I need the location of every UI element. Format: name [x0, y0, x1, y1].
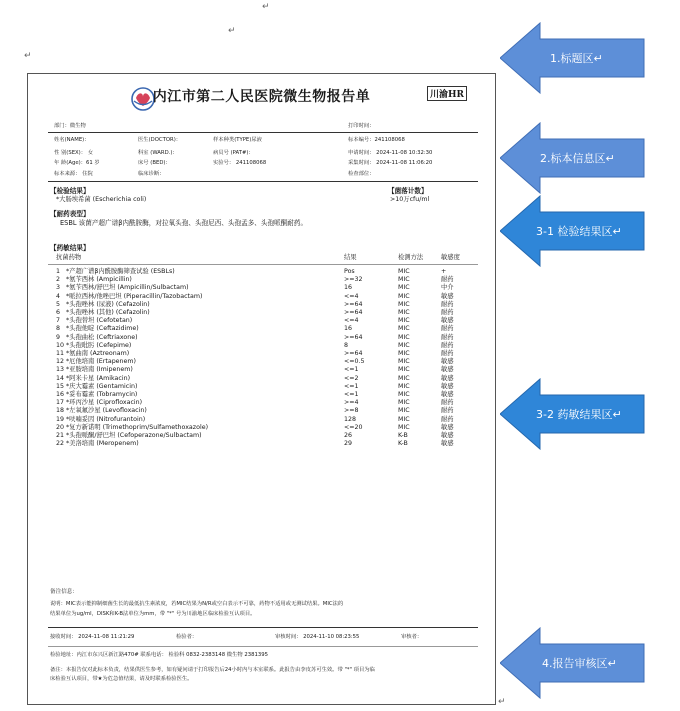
ast-col-method: 检测方法	[398, 254, 424, 261]
ast-sensitivity: 耐药	[441, 415, 454, 423]
ast-method: MIC	[398, 333, 410, 341]
ast-method: MIC	[398, 268, 410, 275]
info-apply-time: 申请时间： 2024-11-08 10:32:30	[348, 150, 433, 156]
ast-index: 6	[56, 309, 61, 316]
callout-label: 2.标本信息区↵	[540, 152, 615, 165]
info-specimen-type: 样本种类(TYPE)尿液	[213, 137, 262, 143]
info-doctor: 医生(DOCTOR)：	[138, 137, 182, 143]
phenotype-text: ESBL 该菌产超广谱β内酰胺酶，对拉氧头孢、头孢尼西、头孢孟多、头孢哌酮耐药。	[60, 219, 308, 227]
ast-sensitivity: 敏感	[441, 382, 454, 390]
receive-time: 接收时间： 2024-11-08 11:21:29	[50, 634, 135, 640]
paragraph-mark: ↵	[228, 26, 236, 36]
ast-sensitivity: 耐药	[441, 341, 454, 349]
ast-index: 3	[56, 284, 61, 292]
ast-result: <=4	[344, 317, 359, 325]
ast-sensitivity: 敏感	[441, 432, 454, 439]
ast-index: 5	[56, 300, 61, 308]
ast-index: 2	[56, 276, 61, 284]
ast-drug: *头孢唑林 (尿液) (Cefazolin)	[66, 300, 150, 308]
lab-address: 检验地址：内江市东兴区新江路470# 联系电话： 检验科 0832-2383148 微生物 2381395	[50, 652, 268, 658]
ast-drug: *氨曲南 (Aztreonam)	[66, 350, 130, 357]
divider	[48, 627, 478, 628]
table-row	[48, 334, 478, 342]
info-specimen-no: 标本编号：241108068	[348, 137, 405, 143]
info-ward: 科室 (WARD.)：	[138, 150, 178, 156]
ast-method: MIC	[398, 325, 410, 333]
ast-drug: *呋喃妥因 (Nitrofurantoin)	[66, 415, 146, 423]
ast-index: 14	[56, 374, 65, 382]
ast-col-drug: 抗菌药物	[56, 254, 82, 261]
ast-result: 128	[344, 415, 357, 423]
ast-drug: *阿米卡星 (Amikacin)	[66, 374, 131, 382]
ast-drug: *头孢吡肟 (Cefepime)	[66, 341, 132, 349]
ast-method: MIC	[398, 341, 410, 349]
ast-result: >=32	[344, 276, 363, 284]
report-title: 内江市第二人民医院微生物报告单	[152, 89, 371, 105]
ast-result: <=1	[344, 366, 359, 374]
info-lab-no: 实验号： 241108068	[213, 160, 267, 166]
info-exam-site: 检查部位：	[348, 171, 375, 177]
table-row	[48, 440, 478, 448]
tester: 检验者：	[176, 634, 198, 640]
department: 部门：微生物	[54, 123, 86, 129]
colony-count: >10万cfu/ml	[390, 196, 430, 203]
callout-result-area	[500, 195, 645, 267]
ast-index: 16	[56, 391, 65, 398]
table-row	[48, 301, 478, 309]
callout-audit-area	[500, 627, 645, 699]
ast-drug: *厄他培南 (Ertapenem)	[66, 358, 137, 366]
table-row	[48, 375, 478, 383]
ast-result: Pos	[344, 268, 355, 275]
ast-drug: *哌拉西林/他唑巴坦 (Piperacillin/Tazobactam)	[66, 292, 203, 300]
divider	[48, 181, 478, 182]
table-row	[48, 350, 478, 358]
ast-col-result: 结果	[344, 254, 357, 261]
divider	[48, 646, 478, 647]
ast-col-sensitivity: 敏感度	[441, 254, 460, 261]
ast-sensitivity: 耐药	[441, 333, 454, 341]
ast-result: >=64	[344, 333, 363, 341]
ast-result: <=20	[344, 423, 363, 431]
ast-drug: *复方新诺明 (Trimethoprim/Sulfamethoxazole)	[66, 423, 209, 431]
callout-label: 3-1 检验结果区↵	[536, 225, 622, 238]
ast-result: >=8	[344, 407, 359, 415]
ast-index: 7	[56, 317, 61, 325]
organism: *大肠埃希菌 (Escherichia coli)	[56, 196, 147, 203]
ast-drug: *美洛培南 (Meropenem)	[66, 440, 139, 448]
info-diagnosis: 临床诊断：	[138, 171, 165, 177]
remark-line-2: 结果单位为ug/ml，DISK和K-B法单位为mm，带 "*" 号为川渝地区临床检验互认项目。	[50, 611, 256, 617]
ast-sensitivity: 耐药	[441, 300, 454, 308]
ast-index: 19	[56, 415, 65, 423]
ast-drug: *氨苄西林/舒巴坦 (Ampicillin/Sulbactam)	[66, 284, 189, 292]
callout-ast-area	[500, 378, 645, 450]
ast-method: MIC	[398, 407, 410, 415]
ast-index: 15	[56, 382, 65, 390]
ast-method: MIC	[398, 358, 410, 366]
microbiology-report	[27, 73, 496, 705]
ast-index: 11	[56, 350, 65, 357]
ast-result: <=0.5	[344, 358, 365, 366]
ast-method: MIC	[398, 317, 410, 325]
ast-index: 21	[56, 432, 65, 439]
ast-index: 18	[56, 407, 65, 415]
ast-sensitivity: +	[441, 268, 447, 275]
ast-method: MIC	[398, 300, 410, 308]
ast-drug: *产超广谱β内酰胺酶筛查试验 (ESBLs)	[66, 268, 175, 275]
ast-method: MIC	[398, 309, 410, 316]
print-time: 打印时间：	[348, 123, 375, 129]
ast-drug: *头孢唑林 (其他) (Cefazolin)	[66, 309, 150, 316]
ast-method: K-B	[398, 440, 408, 448]
ast-index: 20	[56, 423, 65, 431]
ast-index: 17	[56, 399, 65, 407]
ast-result: 29	[344, 440, 353, 448]
ast-drug: *妥布霉素 (Tobramycin)	[66, 391, 138, 398]
callout-label: 3-2 药敏结果区↵	[536, 408, 622, 421]
ast-result: <=2	[344, 374, 359, 382]
ast-index: 8	[56, 325, 61, 333]
ast-index: 12	[56, 358, 65, 366]
paragraph-mark: ↵	[498, 697, 506, 707]
phenotype-heading: 【耐药表型】	[50, 210, 90, 218]
result-heading: 【检验结果】	[50, 187, 90, 195]
ast-method: MIC	[398, 292, 410, 300]
ast-index: 13	[56, 366, 65, 374]
ast-result: 16	[344, 325, 353, 333]
ast-index: 10	[56, 341, 65, 349]
ast-drug: *庆大霉素 (Gentamicin)	[66, 382, 138, 390]
ast-sensitivity: 敏感	[441, 440, 454, 448]
ast-result: <=1	[344, 391, 359, 398]
footer-note-1: 备注：本报告仅对此标本负责，结果供医生参考，如有疑问请于打印报告后24小时内与本室联系。此报告由李皮苏可生效。带 "*" 项目为临	[50, 667, 375, 673]
ast-method: MIC	[398, 415, 410, 423]
ast-method: MIC	[398, 382, 410, 390]
remark-heading: 备注信息：	[50, 589, 78, 595]
ast-method: MIC	[398, 374, 410, 382]
ast-result: >=64	[344, 350, 363, 357]
info-bed: 床号 (BED)：	[138, 160, 171, 166]
ast-sensitivity: 中介	[441, 284, 454, 292]
info-collect-time: 采集时间： 2024-11-08 11:06:20	[348, 160, 433, 166]
ast-result: >=64	[344, 309, 363, 316]
ast-index: 9	[56, 333, 61, 341]
ast-method: K-B	[398, 432, 408, 439]
table-row	[48, 284, 478, 292]
ast-result: >=4	[344, 399, 359, 407]
ast-drug: *氨苄西林 (Ampicillin)	[66, 276, 132, 284]
ast-drug: *头孢替坦 (Cefotetan)	[66, 317, 133, 325]
table-row	[48, 432, 478, 440]
info-name: 姓名(NAME)：	[54, 137, 90, 143]
callout-title-area	[500, 22, 645, 94]
ast-sensitivity: 敏感	[441, 391, 454, 398]
ast-sensitivity: 敏感	[441, 423, 454, 431]
ast-method: MIC	[398, 366, 410, 374]
ast-result: >=64	[344, 300, 363, 308]
info-source: 标本来源： 住院	[54, 171, 93, 177]
table-row	[48, 407, 478, 415]
paragraph-mark: ↵	[262, 2, 270, 12]
ast-sensitivity: 耐药	[441, 407, 454, 415]
ast-index: 4	[56, 292, 61, 300]
table-row	[48, 366, 478, 374]
auditor: 审核者：	[401, 634, 423, 640]
ast-sensitivity: 敏感	[441, 374, 454, 382]
table-row	[48, 325, 478, 333]
ast-drug: *亚胺培南 (Imipenem)	[66, 366, 133, 374]
paragraph-mark: ↵	[24, 51, 32, 61]
ast-sensitivity: 耐药	[441, 399, 454, 407]
ast-sensitivity: 敏感	[441, 366, 454, 374]
ast-method: MIC	[398, 423, 410, 431]
remark-line-1: 说明：MIC表示能抑制细菌生长的最低抗生素浓度，若MIC结果为N/R或空白表示不可靠，药物不适用或无测试结果。MIC法的	[50, 601, 344, 607]
ast-drug: *头孢他啶 (Ceftazidime)	[66, 325, 139, 333]
ast-method: MIC	[398, 399, 410, 407]
info-patient-no: 病员号 (PAT#)：	[213, 150, 254, 156]
ast-drug: *头孢哌酮/舒巴坦 (Cefoperazone/Sulbactam)	[66, 432, 202, 439]
ast-sensitivity: 敏感	[441, 292, 454, 300]
mutual-recognition-badge: 川渝HR	[427, 86, 467, 101]
ast-index: 1	[56, 268, 61, 275]
ast-method: MIC	[398, 284, 410, 292]
ast-sensitivity: 敏感	[441, 317, 454, 325]
ast-method: MIC	[398, 350, 410, 357]
table-row	[48, 424, 478, 432]
ast-sensitivity: 耐药	[441, 309, 454, 316]
ast-result: <=4	[344, 292, 359, 300]
ast-sensitivity: 敏感	[441, 358, 454, 366]
table-row	[48, 391, 478, 399]
divider	[48, 264, 478, 265]
ast-sensitivity: 耐药	[441, 350, 454, 357]
ast-result: <=1	[344, 382, 359, 390]
ast-index: 22	[56, 440, 65, 448]
info-age: 年 龄(Age)：61 岁	[54, 160, 100, 166]
ast-drug: *环丙沙星 (Ciprofloxacin)	[66, 399, 143, 407]
audit-time: 审核时间： 2024-11-10 08:23:55	[275, 634, 360, 640]
ast-method: MIC	[398, 391, 410, 398]
table-row	[48, 268, 478, 276]
ast-sensitivity: 耐药	[441, 325, 454, 333]
table-row	[48, 383, 478, 391]
callout-specimen-area	[500, 122, 645, 194]
colony-heading: 【菌落计数】	[388, 187, 428, 195]
footer-note-2: 床检验互认项目，带★为危急值结果，请及时联系检验医生。	[50, 676, 193, 682]
table-row	[48, 416, 478, 424]
ast-method: MIC	[398, 276, 410, 284]
callout-label: 1.标题区↵	[550, 52, 603, 65]
ast-result: 8	[344, 341, 349, 349]
table-row	[48, 342, 478, 350]
callout-label: 4.报告审核区↵	[542, 657, 617, 670]
divider	[48, 132, 478, 133]
ast-sensitivity: 耐药	[441, 276, 454, 284]
ast-result: 16	[344, 284, 353, 292]
table-row	[48, 309, 478, 317]
ast-result: 26	[344, 432, 353, 439]
info-sex: 性 别(SEX)： 女	[54, 150, 94, 156]
ast-drug: *头孢曲松 (Ceftriaxone)	[66, 333, 138, 341]
ast-drug: *左氧氟沙星 (Levofloxacin)	[66, 407, 147, 415]
ast-heading: 【药敏结果】	[50, 244, 90, 252]
table-row	[48, 293, 478, 301]
